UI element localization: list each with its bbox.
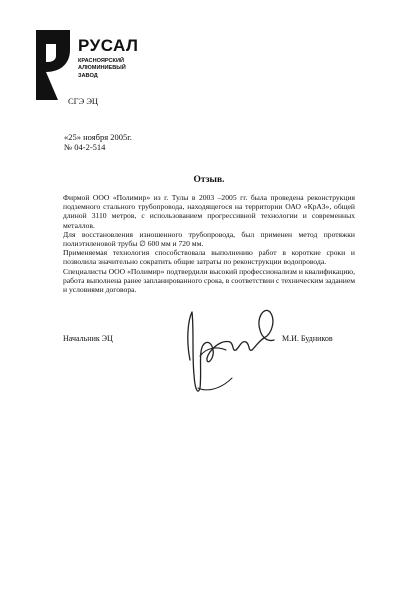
letter-date-block: [64, 132, 132, 152]
letter-title: Отзыв.: [193, 175, 225, 185]
rusal-logo-icon: [36, 30, 76, 100]
subsidiary-line-2: АЛЮМИНИЕВЫЙ: [78, 65, 126, 72]
paragraph-3: Применяемая технология способствовала выполнению работ в короткие сроки и позволила значительно сократить общие затраты по реконструкции водопровода.: [63, 248, 355, 267]
paragraph-2: Для восстановления изношенного трубопровода, был применен метод протяжки полиэтиленовой трубы ∅ 600 мм и 720 мм.: [63, 229, 355, 249]
letter-number: № 04-2-514: [64, 142, 106, 152]
signatory-title: Начальник ЭЦ: [63, 334, 113, 343]
subsidiary-line-3: ЗАВОД: [78, 72, 98, 79]
company-name: РУСАЛ: [78, 36, 139, 55]
letter-date: «25» ноября 2005г.: [64, 132, 132, 142]
department-code: СГЭ ЭЦ: [68, 96, 99, 106]
signatory-name: М.И. Будников: [282, 334, 333, 343]
paragraph-1: Фирмой ООО «Полимир» из г. Тулы в 2003 –2005 гг. была проведена реконструкция подземного стального трубопровода, находящегося на территории ОАО «КрАЗ», общей длиной 3110 метров, с использованием прогрессивной технологии и современных металлов.: [63, 193, 355, 230]
letterhead-logo: [36, 30, 166, 100]
subsidiary-line-1: КРАСНОЯРСКИЙ: [78, 58, 125, 64]
subsidiary-name: [78, 58, 158, 80]
letter-body: [63, 193, 355, 294]
handwritten-signature: [176, 300, 286, 400]
paragraph-4: Специалисты ООО «Полимир» подтвердили высокий профессионализм и квалификацию, работа выполнена ранее запланированного срока, в соответствии с техническим заданием и условиями договора.: [63, 266, 355, 295]
